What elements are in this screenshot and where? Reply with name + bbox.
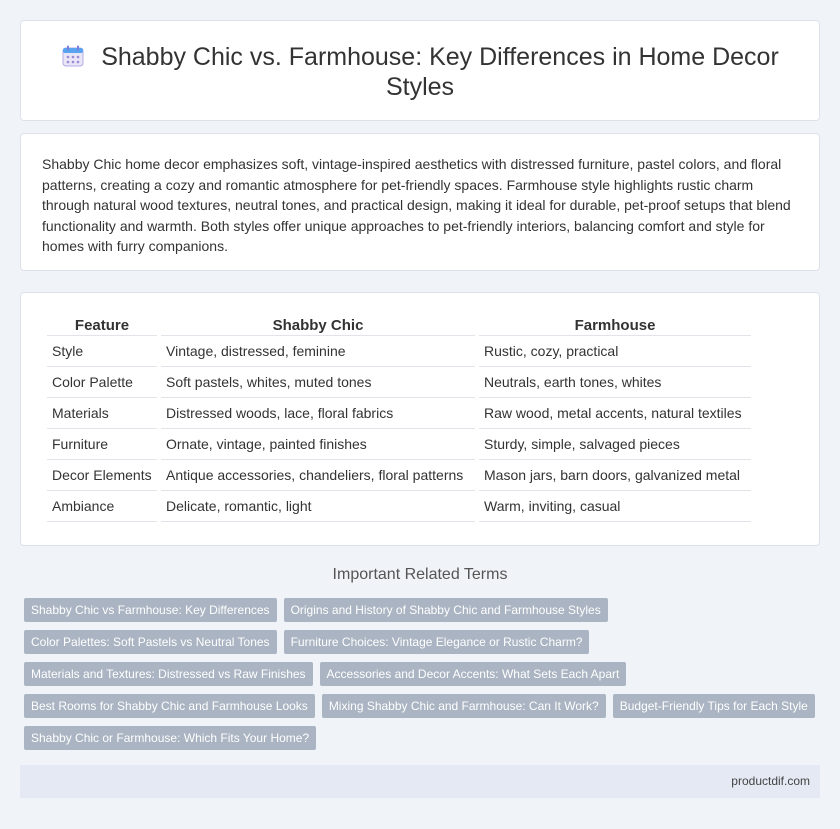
footer	[20, 765, 820, 798]
table-row	[47, 460, 751, 491]
related-term-link[interactable]: Best Rooms for Shabby Chic and Farmhouse Looks	[24, 694, 315, 718]
related-term-link[interactable]: Shabby Chic or Farmhouse: Which Fits Your Home?	[24, 726, 316, 750]
cell-shabby-chic: Vintage, distressed, feminine	[161, 336, 475, 367]
cell-feature: Materials	[47, 398, 157, 429]
related-term-link[interactable]: Accessories and Decor Accents: What Sets Each Apart	[320, 662, 627, 686]
cell-farmhouse: Mason jars, barn doors, galvanized metal	[479, 460, 751, 491]
related-term-link[interactable]: Furniture Choices: Vintage Elegance or Rustic Charm?	[284, 630, 590, 654]
footer-site[interactable]: productdif.com	[731, 774, 810, 788]
related-terms-heading: Important Related Terms	[332, 566, 508, 583]
cell-farmhouse: Warm, inviting, casual	[479, 491, 751, 522]
related-term-link[interactable]: Shabby Chic vs Farmhouse: Key Differences	[24, 598, 277, 622]
cell-feature: Color Palette	[47, 367, 157, 398]
cell-feature: Ambiance	[47, 491, 157, 522]
title-line-2: Styles	[385, 73, 455, 101]
cell-feature: Style	[47, 336, 157, 367]
intro-card	[20, 133, 820, 271]
related-term-link[interactable]: Mixing Shabby Chic and Farmhouse: Can It Work?	[322, 694, 606, 718]
cell-farmhouse: Sturdy, simple, salvaged pieces	[479, 429, 751, 460]
intro-paragraph: Shabby Chic home decor emphasizes soft, vintage-inspired aesthetics with distressed furniture, pastel colors, and floral patterns, creating a cozy and romantic atmosphere for pet-friendly spaces. Farmhouse style highlights rustic charm through natural wood textures, neutral tones, and practical design, making it ideal for durable, pet-proof setups that blend functionality and warmth. Both styles offer unique approaches to pet-friendly interiors, balancing comfort and style for homes with furry companions.	[42, 156, 791, 254]
related-term-link[interactable]: Origins and History of Shabby Chic and Farmhouse Styles	[284, 598, 608, 622]
table-row	[47, 398, 751, 429]
related-term-link[interactable]: Color Palettes: Soft Pastels vs Neutral Tones	[24, 630, 277, 654]
table-row	[47, 429, 751, 460]
cell-feature: Decor Elements	[47, 460, 157, 491]
related-term-link[interactable]: Budget-Friendly Tips for Each Style	[613, 694, 815, 718]
cell-shabby-chic: Distressed woods, lace, floral fabrics	[161, 398, 475, 429]
page-title	[21, 42, 819, 102]
cell-shabby-chic: Ornate, vintage, painted finishes	[161, 429, 475, 460]
table-row	[47, 336, 751, 367]
cell-farmhouse: Rustic, cozy, practical	[479, 336, 751, 367]
title-line-1: Shabby Chic vs. Farmhouse: Key Differences in Home Decor	[101, 43, 779, 71]
cell-shabby-chic: Delicate, romantic, light	[161, 491, 475, 522]
title-card	[20, 20, 820, 121]
cell-farmhouse: Neutrals, earth tones, whites	[479, 367, 751, 398]
header-feature: Feature	[47, 316, 157, 336]
comparison-card	[20, 292, 820, 546]
table-row	[47, 367, 751, 398]
cell-shabby-chic: Antique accessories, chandeliers, floral patterns	[161, 460, 475, 491]
comparison-table	[43, 316, 755, 522]
cell-feature: Furniture	[47, 429, 157, 460]
cell-farmhouse: Raw wood, metal accents, natural textiles	[479, 398, 751, 429]
table-row	[47, 491, 751, 522]
calendar-icon	[61, 44, 85, 68]
header-farmhouse: Farmhouse	[479, 316, 751, 336]
related-term-link[interactable]: Materials and Textures: Distressed vs Raw Finishes	[24, 662, 313, 686]
table-header-row	[47, 316, 751, 336]
cell-shabby-chic: Soft pastels, whites, muted tones	[161, 367, 475, 398]
header-shabby-chic: Shabby Chic	[161, 316, 475, 336]
related-terms-list	[24, 598, 820, 758]
